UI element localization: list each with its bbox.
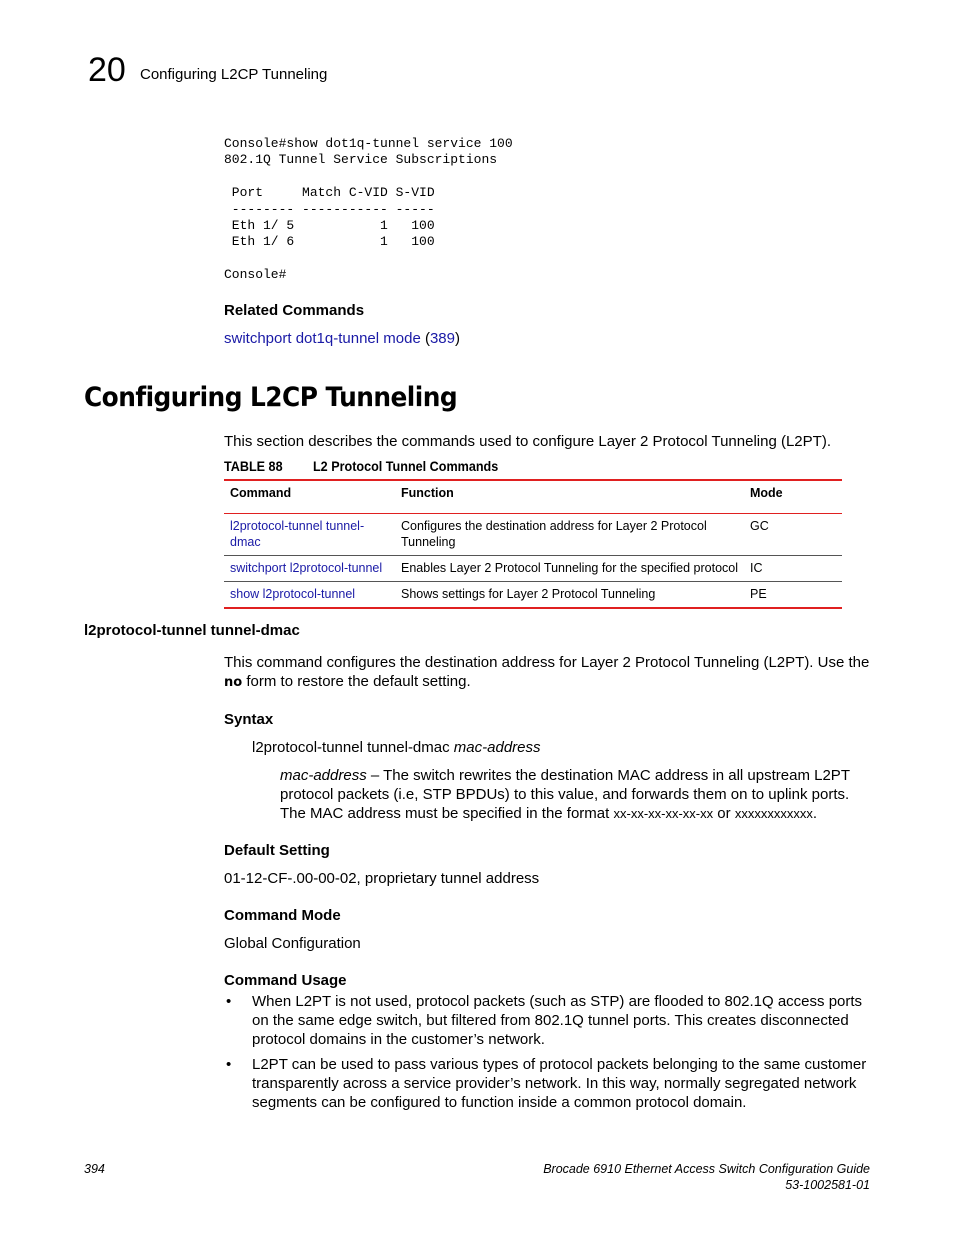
keyword-no: no (224, 675, 243, 690)
table-mode-cell: IC (750, 561, 763, 575)
table-caption-label: TABLE 88 (224, 458, 283, 474)
usage-list (224, 992, 874, 1118)
syntax-line (252, 738, 541, 757)
table-caption (224, 458, 498, 474)
document-title: Brocade 6910 Ethernet Access Switch Configuration Guide (543, 1162, 870, 1176)
command-mode-heading: Command Mode (224, 907, 341, 924)
commands-table (224, 479, 842, 609)
table-command-link[interactable]: switchport l2protocol-tunnel (230, 561, 383, 575)
description-text-end: form to restore the default setting. (242, 673, 471, 690)
page-ref-open: ( (424, 330, 430, 347)
description-text: This command configures the destination address for Layer 2 Protocol Tunneling (L2PT). Use the (224, 654, 870, 671)
mac-format-2: xxxxxxxxxxxx (734, 806, 813, 821)
column-header-mode: Mode (750, 486, 783, 500)
table-command-link[interactable]: l2protocol-tunnel tunnel-dmac (230, 519, 365, 549)
syntax-command: l2protocol-tunnel tunnel-dmac (252, 739, 450, 756)
list-item (224, 992, 874, 1049)
section-title: Configuring L2CP Tunneling (84, 382, 458, 413)
page-ref-close: ) (454, 330, 460, 347)
related-command-link[interactable]: switchport dot1q-tunnel mode (224, 330, 421, 347)
parameter-text: – The switch rewrites the destination MAC address in all upstream L2PT protocol packets (i.e, STP BPDUs) to this value, and forwards them on to uplink ports. The MAC address must be specified in the format (280, 767, 850, 822)
usage-text: When L2PT is not used, protocol packets (such as STP) are flooded to 802.1Q access ports on the same edge switch, but filtered from 802.1Q tunnel ports. This creates disconnected protocol domains in the customer’s network. (252, 993, 863, 1048)
table-command-link[interactable]: show l2protocol-tunnel (230, 587, 356, 601)
table-function-cell: Shows settings for Layer 2 Protocol Tunneling (401, 587, 656, 601)
parameter-description (280, 766, 872, 823)
default-setting-heading: Default Setting (224, 842, 330, 859)
document-number: 53-1002581-01 (785, 1178, 870, 1192)
command-description (224, 653, 874, 692)
usage-text: L2PT can be used to pass various types of protocol packets belonging to the same customer transparently across a service provider’s network. In this way, normally segregated network segments can be configured to function inside a common protocol domain. (252, 1056, 867, 1111)
chapter-title: Configuring L2CP Tunneling (140, 66, 328, 83)
list-item (224, 1055, 874, 1112)
page-ref-link[interactable]: 389 (429, 330, 455, 347)
syntax-heading: Syntax (224, 711, 274, 728)
related-commands-heading: Related Commands (224, 302, 365, 319)
parameter-end: . (812, 805, 817, 822)
table-function-cell: Configures the destination address for Layer 2 Protocol Tunneling (401, 519, 707, 549)
bullet-icon: • (226, 993, 232, 1010)
chapter-number: 20 (88, 51, 126, 89)
table-caption-title: L2 Protocol Tunnel Commands (312, 458, 499, 474)
table-row (224, 514, 842, 556)
command-heading: l2protocol-tunnel tunnel-dmac (84, 622, 300, 639)
column-header-command: Command (230, 486, 292, 500)
command-mode-value: Global Configuration (224, 935, 361, 952)
table-row (224, 556, 842, 582)
table-function-cell: Enables Layer 2 Protocol Tunneling for the specified protocol (401, 561, 739, 575)
column-header-function: Function (401, 486, 454, 500)
related-commands-line (224, 329, 460, 348)
table-mode-cell: PE (750, 587, 767, 601)
parameter-name: mac-address (280, 767, 367, 784)
syntax-parameter: mac-address (453, 739, 541, 756)
code-example: Console#show dot1q-tunnel service 100 802.1Q Tunnel Service Subscriptions Port Match C-VID S-VID -------- ----------- ----- Eth 1/ 5 1 100 Eth 1/ 6 1 100 Console# (224, 136, 513, 283)
mac-format-1: xx-xx-xx-xx-xx-xx (613, 806, 714, 821)
section-intro: This section describes the commands used to configure Layer 2 Protocol Tunneling (L2PT). (224, 433, 831, 450)
page-number: 394 (84, 1162, 105, 1176)
table-row (224, 582, 842, 609)
bullet-icon: • (226, 1056, 232, 1073)
command-usage-heading: Command Usage (224, 972, 347, 989)
parameter-or: or (713, 805, 735, 822)
table-header-row (224, 480, 842, 514)
table-mode-cell: GC (750, 519, 769, 533)
default-setting-value: 01-12-CF-.00-00-02, proprietary tunnel address (224, 870, 540, 887)
